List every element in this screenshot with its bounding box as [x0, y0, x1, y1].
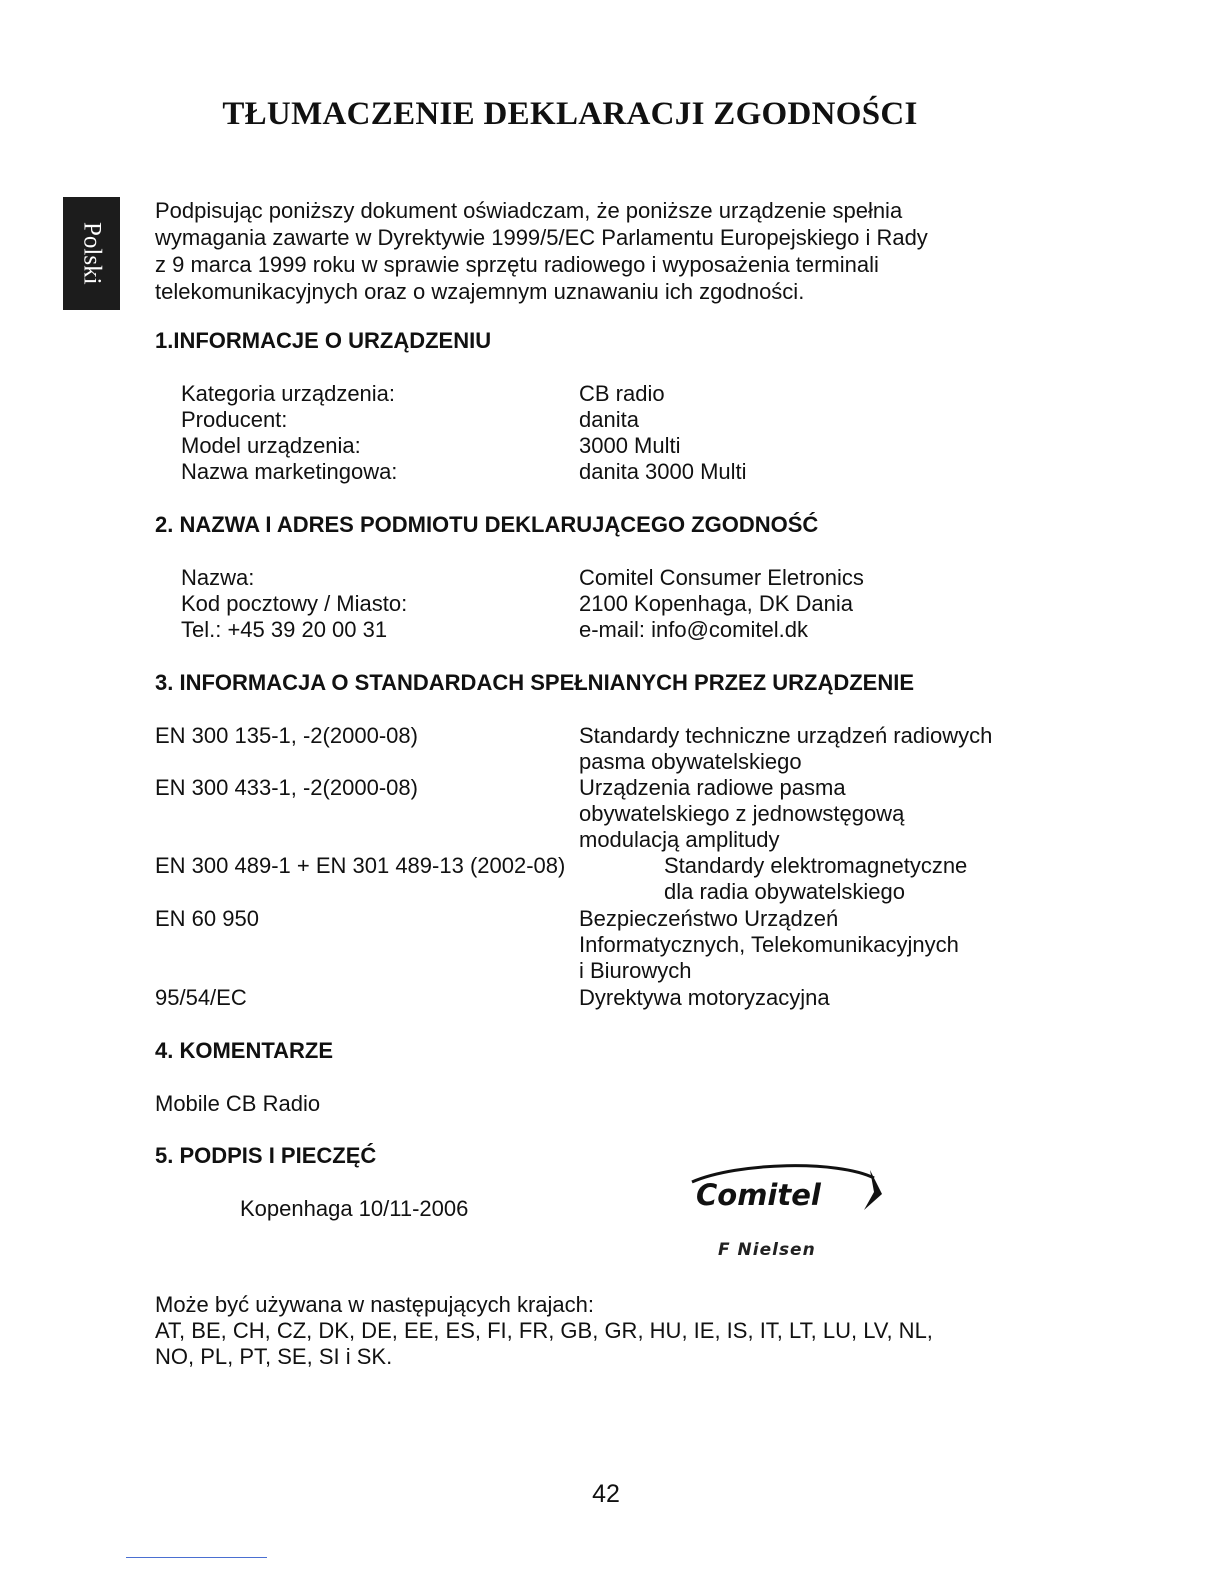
language-tab-label: Polski — [78, 222, 106, 285]
device-category-value: CB radio — [579, 381, 665, 406]
standard-code: EN 60 950 — [155, 906, 259, 931]
intro-line: telekomunikacyjnych oraz o wzajemnym uznawaniu ich zgodności. — [155, 279, 805, 304]
standard-code: EN 300 433-1, -2(2000-08) — [155, 775, 418, 800]
postal-city-value: 2100 Kopenhaga, DK Dania — [579, 591, 853, 616]
intro-line: z 9 marca 1999 roku w sprawie sprzętu radiowego i wyposażenia terminali — [155, 252, 879, 277]
postal-city-label: Kod pocztowy / Miasto: — [181, 591, 408, 616]
place-date: Kopenhaga 10/11-2006 — [240, 1196, 469, 1221]
standard-desc: obywatelskiego z jednowstęgową — [579, 801, 905, 826]
logo-text: Comitel — [696, 1178, 821, 1212]
page-title: TŁUMACZENIE DEKLARACJI ZGODNOŚCI — [222, 96, 918, 132]
page-number: 42 — [592, 1480, 620, 1508]
footer-rule — [126, 1557, 267, 1558]
standard-desc: Dyrektywa motoryzacyjna — [579, 985, 830, 1010]
standard-desc: dla radia obywatelskiego — [664, 879, 905, 904]
section5-heading: 5. PODPIS I PIECZĘĆ — [155, 1143, 377, 1168]
section3-heading: 3. INFORMACJA O STANDARDACH SPEŁNIANYCH PRZEZ URZĄDZENIE — [155, 670, 915, 695]
intro-line: Podpisując poniższy dokument oświadczam, że poniższe urządzenie spełnia — [155, 198, 903, 223]
standard-desc: i Biurowych — [579, 958, 692, 983]
standard-desc: Urządzenia radiowe pasma — [579, 775, 846, 800]
device-category-label: Kategoria urządzenia: — [181, 381, 396, 406]
standard-desc: Standardy elektromagnetyczne — [664, 853, 968, 878]
standard-code: EN 300 135-1, -2(2000-08) — [155, 723, 418, 748]
marketing-name-label: Nazwa marketingowa: — [181, 459, 398, 484]
signature: F Nielsen — [718, 1240, 816, 1260]
email-text: e-mail: info@comitel.dk — [579, 617, 808, 642]
standard-desc: Informatycznych, Telekomunikacyjnych — [579, 932, 959, 957]
standard-desc: pasma obywatelskiego — [579, 749, 802, 774]
model-label: Model urządzenia: — [181, 433, 361, 458]
comments-text: Mobile CB Radio — [155, 1091, 321, 1116]
countries-intro: Może być używana w następujących krajach: — [155, 1292, 594, 1317]
section4-heading: 4. KOMENTARZE — [155, 1038, 334, 1063]
standard-desc: Bezpieczeństwo Urządzeń — [579, 906, 839, 931]
standard-code: EN 300 489-1 + EN 301 489-13 (2002-08) — [155, 853, 566, 878]
producer-label: Producent: — [181, 407, 288, 432]
company-name-value: Comitel Consumer Eletronics — [579, 565, 864, 590]
standard-desc: modulacją amplitudy — [579, 827, 780, 852]
intro-line: wymagania zawarte w Dyrektywie 1999/5/EC Parlamentu Europejskiego i Rady — [155, 225, 928, 250]
phone-text: Tel.: +45 39 20 00 31 — [181, 617, 388, 642]
producer-value: danita — [579, 407, 639, 432]
standard-code: 95/54/EC — [155, 985, 247, 1010]
language-tab — [63, 197, 120, 310]
intro-paragraph — [155, 197, 928, 305]
section2-heading: 2. NAZWA I ADRES PODMIOTU DEKLARUJĄCEGO ZGODNOŚĆ — [155, 512, 819, 537]
company-name-label: Nazwa: — [181, 565, 255, 590]
marketing-name-value: danita 3000 Multi — [579, 459, 747, 484]
countries-list-line: AT, BE, CH, CZ, DK, DE, EE, ES, FI, FR, GB, GR, HU, IE, IS, IT, LT, LU, LV, NL, — [155, 1318, 933, 1343]
model-value: 3000 Multi — [579, 433, 681, 458]
standard-desc: Standardy techniczne urządzeń radiowych — [579, 723, 993, 748]
comitel-logo — [688, 1160, 888, 1220]
section1-heading: 1.INFORMACJE O URZĄDZENIU — [155, 328, 492, 353]
countries-list-line: NO, PL, PT, SE, SI i SK. — [155, 1344, 393, 1369]
